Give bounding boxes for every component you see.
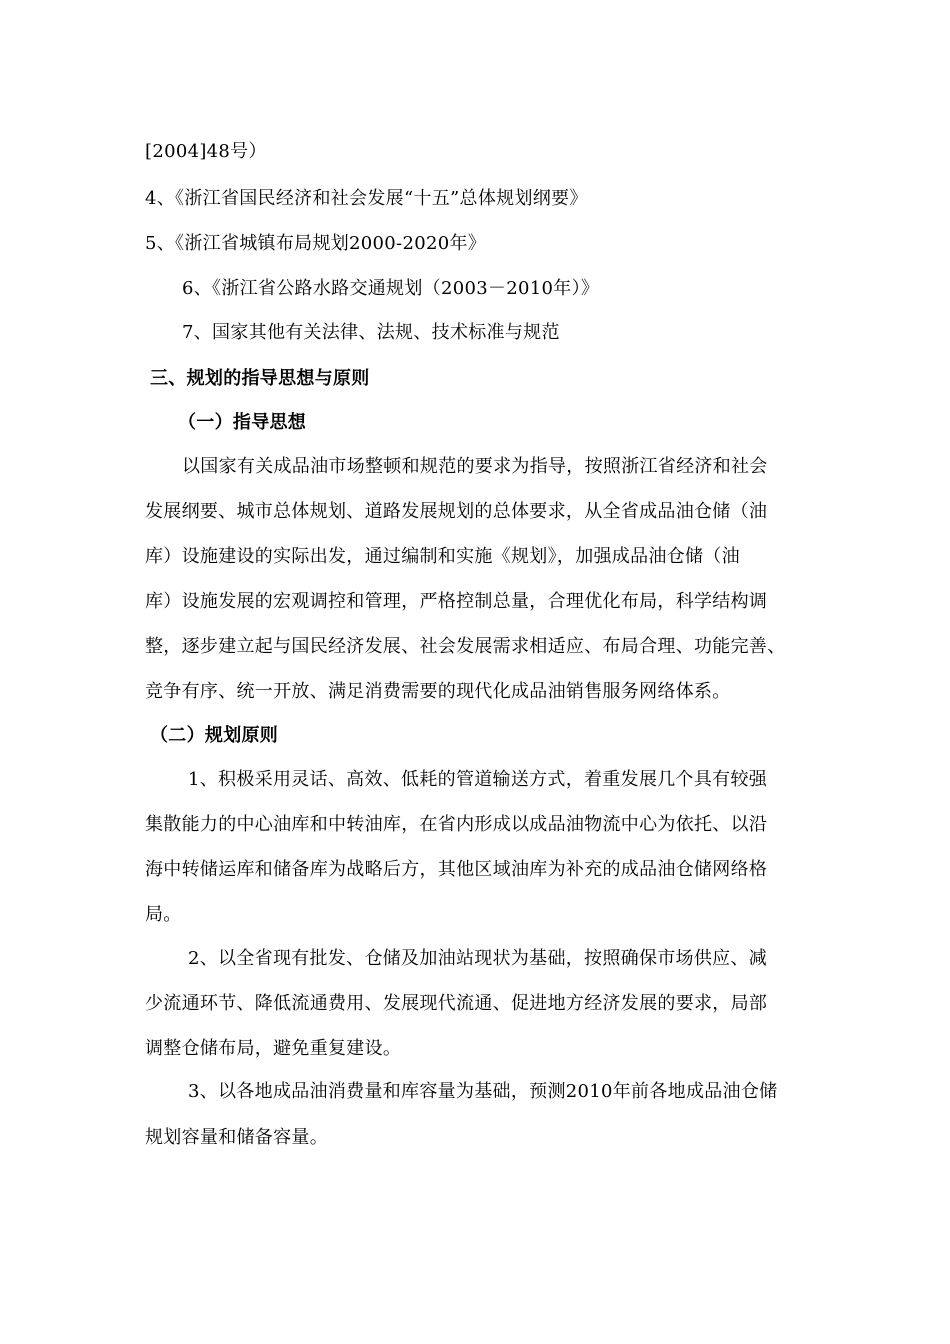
paragraph-line: 库）设施发展的宏观调控和管理，严格控制总量，合理优化布局，科学结构调 <box>145 591 768 612</box>
ref-item-4: 4、《浙江省国民经济和社会发展“十五”总体规划纲要》 <box>145 188 588 209</box>
paragraph-line: 竞争有序、统一开放、满足消费需要的现代化成品油销售服务网络体系。 <box>145 681 731 702</box>
section-heading: 三、规划的指导思想与原则 <box>150 368 370 389</box>
ref-item-5: 5、《浙江省城镇布局规划2000-2020年》 <box>145 233 487 254</box>
ref-item-7: 7、国家其他有关法律、法规、技术标准与规范 <box>182 322 560 343</box>
subsection-heading-guiding-ideology: （一）指导思想 <box>178 412 307 433</box>
paragraph-line: 以国家有关成品油市场整顿和规范的要求为指导，按照浙江省经济和社会 <box>182 456 768 477</box>
principle-3-line: 3、以各地成品油消费量和库容量为基础，预测2010年前各地成品油仓储 <box>188 1081 778 1102</box>
ref-continuation: [2004]48号） <box>145 141 267 162</box>
principle-1-line: 1、积极采用灵话、高效、低耗的管道输送方式，着重发展几个具有较强 <box>188 769 768 790</box>
principle-2-line: 少流通环节、降低流通费用、发展现代流通、促进地方经济发展的要求，局部 <box>145 993 768 1014</box>
principle-3-line: 规划容量和储备容量。 <box>145 1127 328 1148</box>
principle-2-line: 2、以全省现有批发、仓储及加油站现状为基础，按照确保市场供应、减 <box>188 948 768 969</box>
subsection-heading-principles: （二）规划原则 <box>150 725 279 746</box>
principle-1-line: 局。 <box>145 904 182 925</box>
paragraph-line: 库）设施建设的实际出发，通过编制和实施《规划》，加强成品油仓储（油 <box>145 546 740 567</box>
principle-1-line: 海中转储运库和储备库为战略后方，其他区域油库为补充的成品油仓储网络格 <box>145 859 768 880</box>
ref-item-6: 6、《浙江省公路水路交通规划（2003－2010年）》 <box>182 278 600 299</box>
principle-1-line: 集散能力的中心油库和中转油库，在省内形成以成品油物流中心为依托、以沿 <box>145 814 768 835</box>
paragraph-line: 整，逐步建立起与国民经济发展、社会发展需求相适应、布局合理、功能完善、 <box>145 636 786 657</box>
paragraph-line: 发展纲要、城市总体规划、道路发展规划的总体要求，从全省成品油仓储（油 <box>145 501 768 522</box>
principle-2-line: 调整仓储布局，避免重复建设。 <box>145 1038 402 1059</box>
